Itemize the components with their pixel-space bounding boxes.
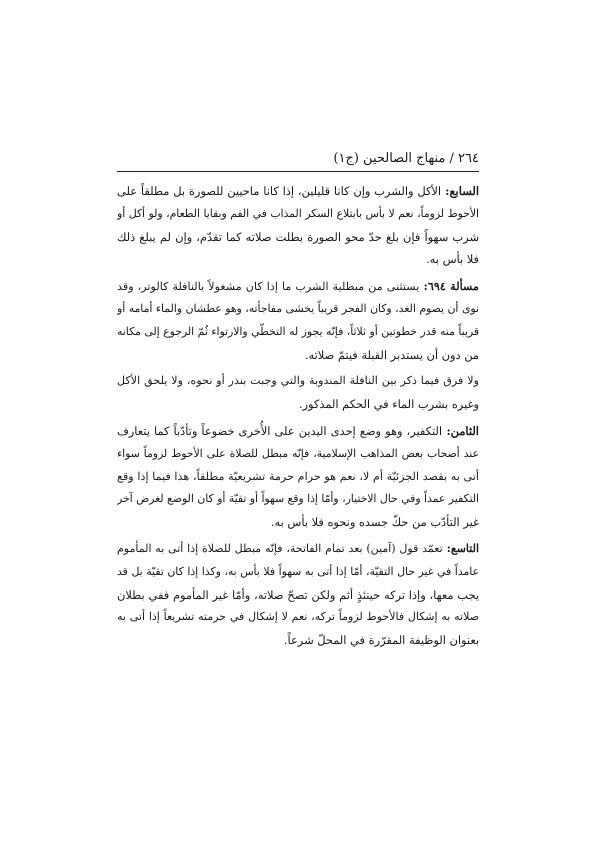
text-line: [117, 538, 479, 561]
text-line: [117, 248, 479, 271]
line-text: عند أصحاب بعض المذاهب الإسلامية، فإنّه مبطل للصلاة على الأحوط لزوماً سواء: [117, 446, 479, 460]
body-text: [117, 180, 479, 656]
text-line: [117, 393, 479, 416]
line-text: التكفير عمداً وفي حال الاختيار، وأمّا إذا وقع سهواً أو تقيّة أو كان الوضع لغرض آخر: [117, 492, 479, 506]
text-line: [117, 275, 479, 298]
line-text: قريباً منه قدر خطوتين أو ثلاثاً، فإنّه يجوز له التخطّي والارتواء ثُمّ الرجوع إلى مكانه: [117, 324, 479, 338]
text-line: [117, 226, 479, 249]
text-line: [117, 629, 479, 652]
text-line: [117, 203, 479, 226]
line-text: وغيره بشرب الماء في الحكم المذكور.: [298, 397, 479, 412]
text-line: [117, 511, 479, 534]
text-line: [117, 344, 479, 367]
line-text: صلاته به إشكال فالأحوط لزوماً تركه، نعم لا إشكال في حرمته تشريعاً إذا أتى به: [117, 610, 479, 624]
paragraph: [117, 370, 479, 416]
line-text: أتى به بقصد الجزئيّة أم لا، نعم هو حرام حرمة تشريعيّة مطلقاً، هذا فيما إذا وقع: [117, 469, 479, 483]
line-text: الأحوط لزوماً، نعم لا بأس بابتلاع السكر المذاب في الفم وبقايا الطعام، ولو أكل أو: [117, 206, 479, 220]
line-text: من دون أن يستدبر القبلة فيتمّ صلاته.: [304, 347, 479, 362]
text-line: [117, 298, 479, 321]
line-text: غير التأدّب من حكّ جسده ونحوه فلا بأس به.: [270, 515, 479, 530]
line-text: التكفير، وهو وضع إحدى اليدين على الأُخرى خضوعاً وتأدّباً كما يتعارف: [117, 423, 443, 438]
text-line: [117, 420, 479, 443]
text-line: [117, 466, 479, 489]
text-line: [117, 443, 479, 466]
section-lead: التاسع:: [442, 541, 479, 555]
text-line: [117, 180, 479, 203]
line-text: نوى أن يصوم الغد، وكان الفجر قريباً يخشى مفاجأته، وهو عطشان والماء أمامه أو: [117, 301, 479, 315]
section-lead: الثامن:: [442, 423, 479, 438]
section-lead: مسألة ٦٩٤:: [419, 279, 479, 294]
line-text: الأكل والشرب وإن كانا قليلين، إذا كانا ماحيين للصورة بل مطلقاً على: [117, 184, 442, 198]
line-text: ولا فرق فيما ذكر بين النافلة المندوبة والتي وجبت بنذر أو نحوه، ولا يلحق الأكل: [117, 374, 479, 388]
line-text: فلا بأس به.: [426, 252, 479, 267]
text-line: [117, 488, 479, 511]
line-text: تعمّد قول (آمين) بعد تمام الفاتحة، فإنّه مبطل للصلاة إذا أتى به المأموم: [117, 541, 443, 555]
line-text: يجب معها، وإذا تركه حينئذٍ أثم ولكن تصحّ صلاته، وأمّا غير المأموم ففي بطلان: [117, 587, 479, 602]
text-line: [117, 321, 479, 344]
line-text: عامداً في غير حال التقيّة، أمّا إذا أتى به سهواً فلا بأس به، وكذا إذا كان تقيّة بل قد: [117, 564, 479, 578]
line-text: شرب سهواً فإن بلغ حدّ محو الصورة بطلت صلاته كما تقدّم، وإن لم يبلغ ذلك: [117, 229, 479, 244]
text-line: [117, 584, 479, 607]
line-text: يستثنى من مبطلية الشرب ما إذا كان مشغولاً بالنافلة كالوتر، وقد: [117, 280, 420, 294]
text-line: [117, 370, 479, 393]
paragraph: [117, 538, 479, 652]
text-line: [117, 606, 479, 629]
paragraph: [117, 420, 479, 534]
paragraph: [117, 180, 479, 271]
text-line: [117, 561, 479, 584]
line-text: بعنوان الوظيفة المقرّرة في المحلّ شرعاً.: [283, 633, 479, 648]
paragraph: [117, 275, 479, 366]
running-header: ٢٦٤ / منهاج الصالحين (ج١): [333, 151, 479, 166]
header-rule: [117, 171, 479, 172]
section-lead: السابع:: [441, 184, 479, 198]
